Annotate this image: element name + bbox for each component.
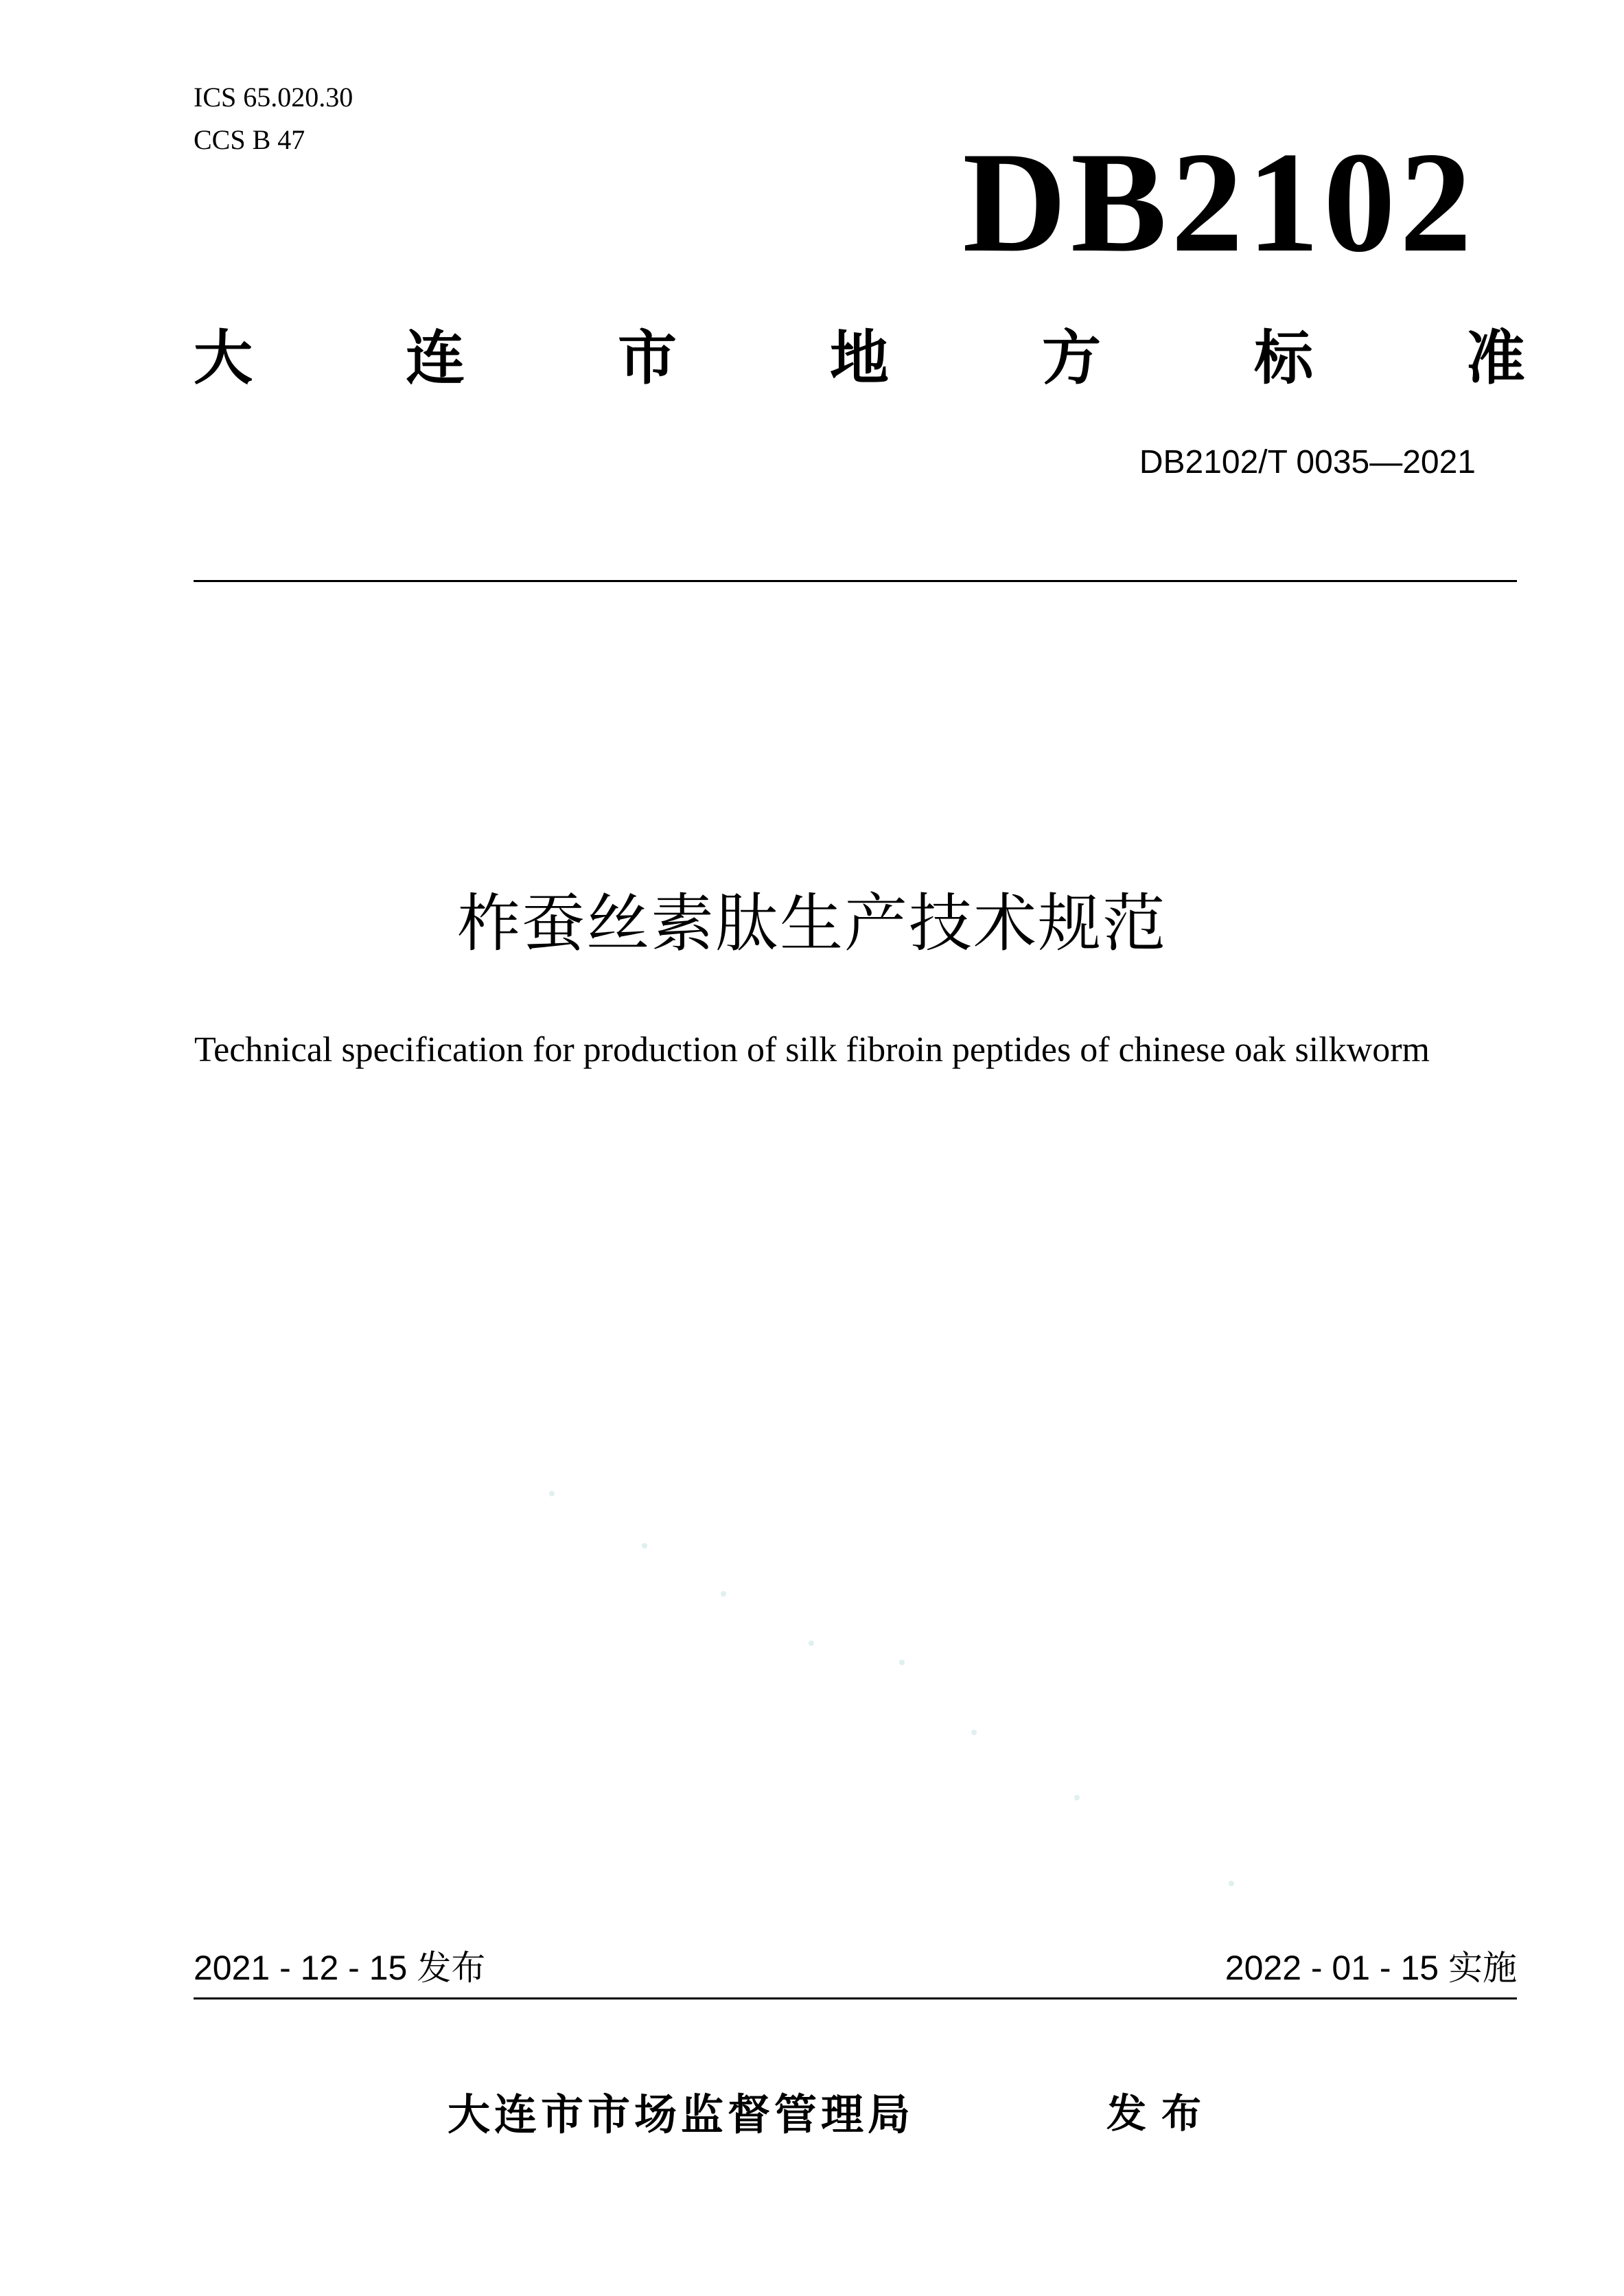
standard-type-heading bbox=[194, 317, 1525, 399]
standard-type-char: 标 bbox=[1254, 324, 1313, 393]
standard-type-char: 市 bbox=[618, 324, 677, 393]
standard-type-char: 连 bbox=[406, 324, 465, 393]
issued-label: 发布 bbox=[1106, 2090, 1217, 2137]
standard-number: DB2102/T 0035—2021 bbox=[1139, 444, 1476, 480]
decorative-speck bbox=[1229, 1881, 1234, 1886]
standard-type-char: 准 bbox=[1466, 324, 1525, 393]
ccs-code: CCS B 47 bbox=[194, 124, 305, 155]
ics-code: ICS 65.020.30 bbox=[194, 82, 353, 113]
document-title-chinese: 柞蚕丝素肽生产技术规范 bbox=[456, 887, 1167, 960]
standard-type-char: 方 bbox=[1042, 324, 1101, 393]
decorative-speck bbox=[549, 1491, 555, 1496]
decorative-speck bbox=[642, 1543, 647, 1549]
bottom-divider bbox=[194, 1997, 1517, 1999]
decorative-speck bbox=[899, 1660, 905, 1665]
standard-type-char: 地 bbox=[830, 324, 889, 393]
decorative-speck bbox=[1074, 1795, 1080, 1800]
db-code-title: DB2102 bbox=[962, 123, 1476, 282]
standard-type-char: 大 bbox=[194, 324, 253, 393]
top-divider bbox=[194, 580, 1517, 582]
decorative-speck bbox=[971, 1730, 977, 1735]
decorative-speck bbox=[809, 1640, 814, 1646]
document-title-english: Technical specification for production of silk fibroin peptides of chinese oak silkworm bbox=[194, 1030, 1430, 1069]
decorative-speck bbox=[721, 1591, 726, 1597]
issue-date: 2021 - 12 - 15 发布 bbox=[194, 1949, 486, 1987]
implementation-date: 2022 - 01 - 15 实施 bbox=[1225, 1949, 1517, 1987]
publisher-name: 大连市市场监督管理局 bbox=[448, 2089, 915, 2140]
